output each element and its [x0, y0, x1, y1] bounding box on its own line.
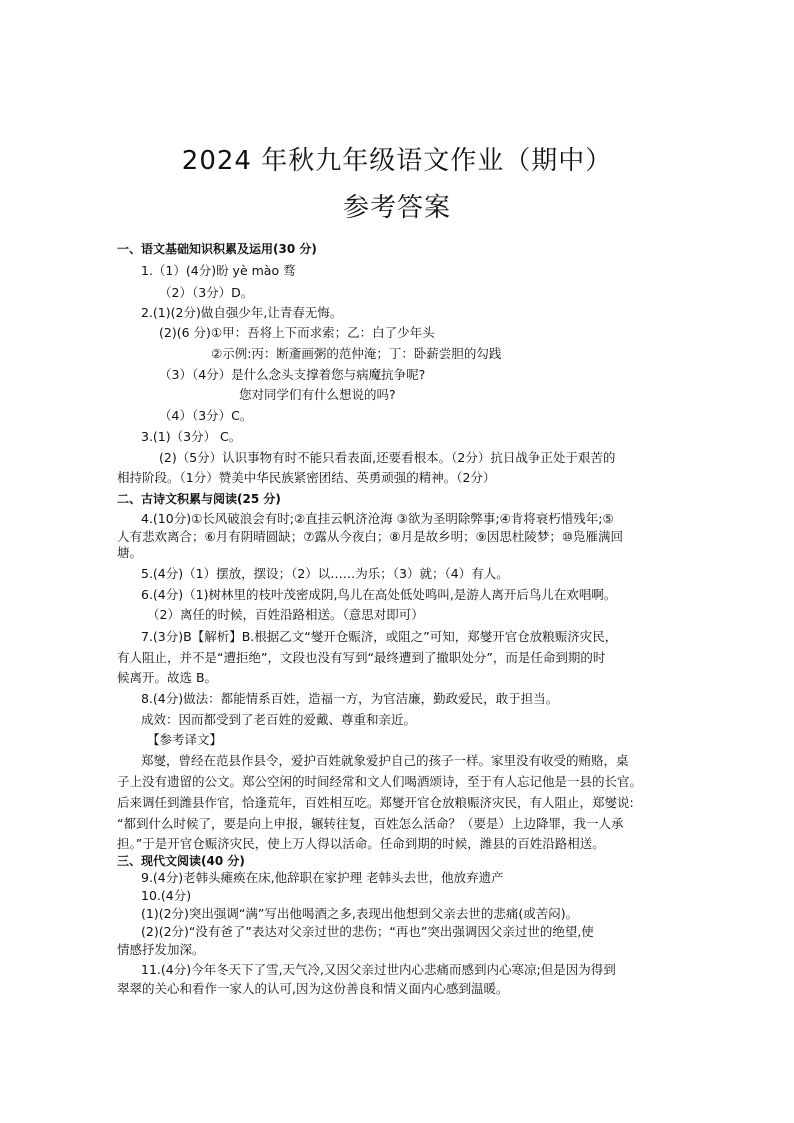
answer-line: 翠翠的关心和看作一家人的认可,因为这份善良和情义面内心感到温暖。	[117, 981, 509, 996]
answer-line: （2）离任的时候，百姓沿路相送。（意思对即可）	[147, 607, 424, 622]
answer-line: 有人阻止，并不是“遭拒绝”，文段也没有写到“最终遭到了撤职处分”，而是任命到期的时	[117, 650, 606, 665]
answer-line: （4）（3分）C。	[159, 408, 253, 423]
answer-line: 人有悲欢离合；⑥月有阴晴圆缺；⑦露从今夜白；⑧月是故乡明；⑨因思杜陵梦；⑩凫雁满回	[117, 529, 624, 544]
answer-line: （3）（4分）是什么念头支撑着您与病魔抗争呢?	[159, 367, 426, 382]
section-3-heading: 三、现代文阅读(40 分)	[117, 854, 245, 868]
answer-line: 3.(1)（3分） C。	[141, 429, 242, 444]
answer-line: 8.(4分)做法：都能情系百姓，造福一方，为官洁廉，勤政爱民，敢于担当。	[141, 691, 559, 706]
answer-line: 9.(4分)老韩头瘫痪在床,他辞职在家护理 老韩头去世，他放弃遗产	[141, 870, 504, 885]
translation-line: 子上没有遗留的公文。郑公空闲的时间经常和文人们喝酒颂诗，至于有人忘记他是一县的长官。	[117, 774, 643, 789]
answer-line: 5.(4分)（1）摆放，摆设；（2）以……为乐；（3）就；（4）有人。	[141, 566, 509, 581]
answer-line: (1)(2分)突出强调“满”写出他喝酒之多,表现出他想到父亲去世的悲痛(或苦闷)。	[141, 906, 579, 921]
answer-line: （2）（3分）D。	[159, 285, 254, 300]
answer-line: 11.(4分)今年冬天下了雪,天气冷,又因父亲过世内心悲痛而感到内心寒凉;但是因为得到	[141, 962, 616, 977]
translation-line: “都到什么时候了，要是向上申报，辗转往复，百姓怎么活命？（要是）上边降罪，我一人承	[117, 816, 624, 831]
answer-line: (2)(2分)“没有爸了”表达对父亲过世的悲伤；“再也”突出强调因父亲过世的绝望,使	[141, 924, 594, 939]
answer-line: 您对同学们有什么想说的吗?	[239, 387, 396, 402]
answer-line: 4.(10分)①长风破浪会有时;②直挂云帆济沧海 ③欲为圣明除弊事;④肯将衰朽惜残年;⑤	[141, 511, 614, 526]
answer-line: 7.(3分)B【解析】B.根据乙文“燮开仓赈济，或阻之”可知，郑燮开官仓放粮赈济灾民，	[141, 629, 618, 644]
section-2-heading: 二、古诗文积累与阅读(25 分)	[117, 492, 281, 506]
translation-heading: 【参考译文】	[147, 732, 223, 747]
answer-line: 2.(1)(2分)做自强少年,让青春无悔。	[141, 305, 343, 320]
answer-line: 1.（1）(4分)盼 yè mào 骛	[141, 263, 296, 278]
section-1-heading: 一、语文基础知识积累及运用(30 分)	[117, 242, 317, 256]
answer-line: 6.(4分)（1)树林里的枝叶茂密成阴,鸟儿在高处低处鸣叫,是游人离开后鸟儿在欢唱啊。	[141, 587, 617, 602]
answer-line: 塘。	[117, 545, 143, 560]
answer-line: 候离开。故选 B。	[117, 670, 218, 685]
answer-line: 情感抒发加深。	[117, 942, 205, 957]
answer-line: 成效：因而都受到了老百姓的爱戴、尊重和亲近。	[141, 712, 417, 727]
answer-line: 10.(4分)	[141, 888, 192, 903]
answer-line: (2)(6 分)①甲：吾将上下而求索；乙：白了少年头	[159, 325, 435, 340]
answer-line: 相持阶段。（1分）赞美中华民族紧密团结、英勇顽强的精神。（2分）	[117, 470, 496, 485]
answer-line: ②示例:丙：断齑画粥的范仲淹；丁：卧薪尝胆的勾践	[211, 346, 502, 361]
translation-line: 郑燮，曾经在范县作县令，爱护百姓就象爱护自己的孩子一样。家里没有收受的贿赂，桌	[141, 753, 629, 768]
translation-line: 担。”于是开官仓赈济灾民，使上万人得以活命。任命到期的时候，潍县的百姓沿路相送。	[117, 836, 605, 851]
page-subtitle: 参考答案	[342, 193, 451, 223]
translation-line: 后来调任到潍县作官，恰逢荒年，百姓相互吃。郑燮开官仓放粮赈济灾民，有人阻止，郑燮说:	[117, 795, 634, 810]
page-title: 2024 年秋九年级语文作业（期中）	[181, 146, 613, 176]
answer-line: (2)（5分）认识事物有时不能只看表面,还要看根本。（2分）抗日战争正处于艰苦的	[159, 450, 616, 465]
